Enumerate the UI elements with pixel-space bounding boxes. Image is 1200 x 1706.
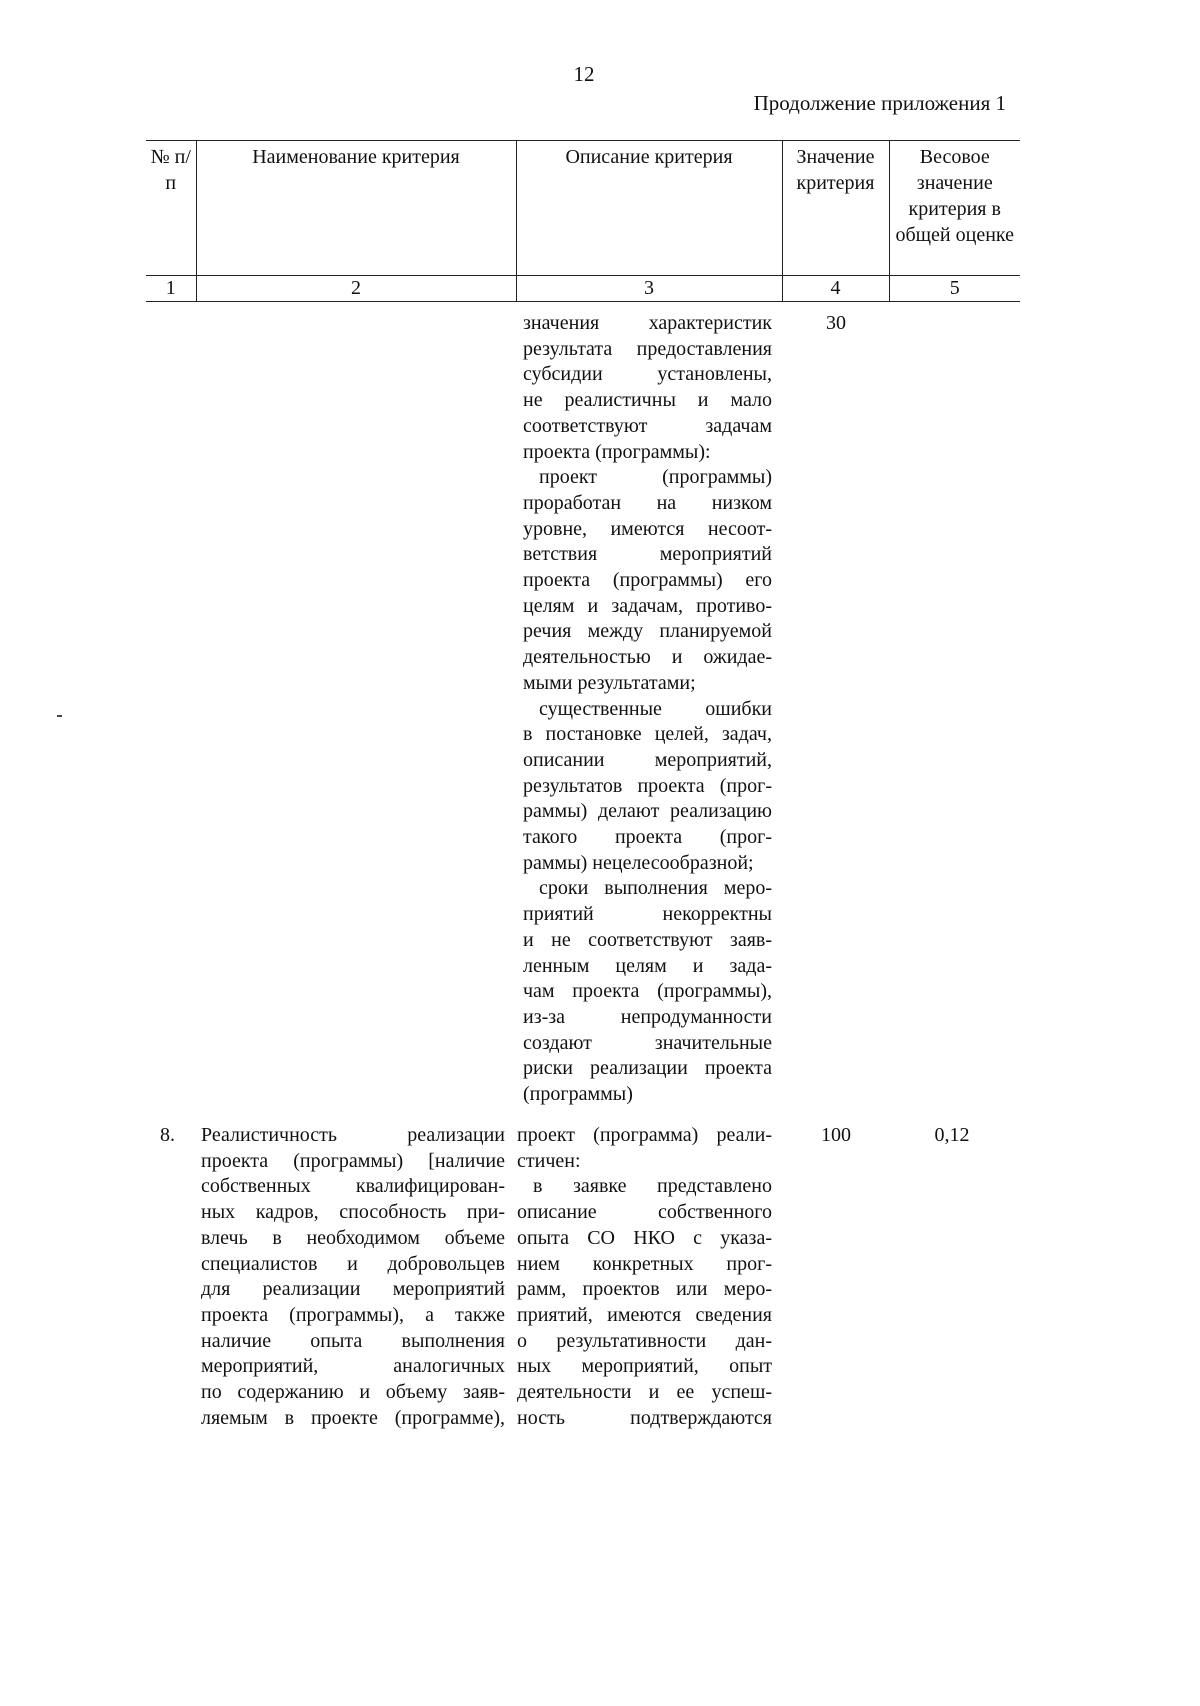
text-line: собственных квалифицирован- <box>201 1175 505 1198</box>
text-line: ных мероприятий, опыт <box>517 1355 772 1378</box>
text-line: уровне, имеются несоот- <box>523 517 772 540</box>
text-line: мероприятий, аналогичных <box>201 1355 505 1378</box>
col-number-2: 2 <box>196 276 516 302</box>
text-line: деятельностью и ожидае- <box>523 646 772 669</box>
text-line: (программы) <box>523 1083 633 1106</box>
row-8-description <box>517 1123 772 1431</box>
text-line: проработан на низком <box>523 491 772 514</box>
text-line: значения характеристик <box>523 312 772 334</box>
text-line: субсидии установлены, <box>523 363 772 386</box>
appendix-continuation-label: Продолжение приложения 1 <box>753 91 1006 115</box>
header-row <box>146 141 1020 276</box>
text-line: ность подтверждаются <box>517 1406 772 1429</box>
scan-mark <box>57 715 62 717</box>
text-line: описании мероприятий, <box>523 748 772 771</box>
text-line: существенные ошибки <box>539 697 772 720</box>
text-line: раммы) нецелесообразной; <box>523 851 754 874</box>
text-line: ветствия мероприятий <box>523 543 772 566</box>
text-line: приятий, имеются сведения <box>517 1303 772 1326</box>
text-line: в постановке целей, задач, <box>523 723 772 746</box>
text-line: мыми результатами; <box>523 671 696 694</box>
text-line: опыта СО НКО с указа- <box>517 1226 772 1249</box>
row-8-number: 8. <box>160 1124 175 1146</box>
text-line: риски реализации проекта <box>523 1057 772 1080</box>
text-line: проекта (программы) его <box>523 569 772 592</box>
row-8-criterion <box>201 1123 505 1431</box>
column-number-row <box>146 276 1020 302</box>
text-line: о результативности дан- <box>517 1329 772 1352</box>
text-line: для реализации мероприятий <box>201 1278 505 1301</box>
col-header-criterion-description: Описание критерия <box>516 141 782 276</box>
continued-value: 30 <box>826 312 846 334</box>
text-line: чам проекта (программы), <box>523 980 772 1003</box>
text-line: проекта (программы), а также <box>201 1303 505 1326</box>
col-number-4: 4 <box>782 276 889 302</box>
col-number-5: 5 <box>889 276 1020 302</box>
text-line: целям и задачам, противо- <box>523 594 772 617</box>
col-number-1: 1 <box>146 276 196 302</box>
row-8-value: 100 <box>821 1124 851 1146</box>
text-line: специалистов и добровольцев <box>201 1252 505 1275</box>
text-line: проект (программы) <box>539 466 772 489</box>
col-header-criterion-name: Наименование критерия <box>196 141 516 276</box>
text-line: создают значительные <box>523 1031 772 1054</box>
text-line: влечь в необходимом объеме <box>201 1226 505 1249</box>
criteria-table-header <box>146 140 1020 302</box>
text-line: результатов проекта (прог- <box>523 774 772 797</box>
text-line: в заявке представлено <box>533 1175 772 1198</box>
col-number-3: 3 <box>516 276 782 302</box>
page-number: 12 <box>573 62 595 86</box>
text-line: нием конкретных прог- <box>517 1252 772 1275</box>
col-header-number: № п/п <box>146 141 196 276</box>
text-line: проект (программа) реали- <box>517 1124 772 1146</box>
col-header-weight: Весовое значение критерия в общей оценке <box>889 141 1020 276</box>
col-header-criterion-value: Значение критерия <box>782 141 889 276</box>
text-line: раммы) делают реализацию <box>523 800 772 823</box>
text-line: такого проекта (прог- <box>523 826 772 849</box>
text-line: ленным целям и зада- <box>523 954 772 977</box>
text-line: сроки выполнения меро- <box>539 877 772 900</box>
text-line: соответствуют задачам <box>523 414 772 437</box>
text-line: из-за непродуманности <box>523 1005 772 1028</box>
text-line: проекта (программы): <box>523 440 711 463</box>
text-line: и не соответствуют заяв- <box>523 928 772 951</box>
text-line: наличие опыта выполнения <box>201 1329 505 1352</box>
row-8-weight: 0,12 <box>934 1124 970 1146</box>
text-line: ляемым в проекте (программе), <box>201 1406 505 1429</box>
text-line: результата предоставления <box>523 337 772 360</box>
text-line: приятий некорректны <box>523 903 772 926</box>
text-line: деятельности и ее успеш- <box>517 1381 772 1404</box>
text-line: речия между планируемой <box>523 620 772 643</box>
text-line: Реалистичность реализации <box>201 1124 505 1146</box>
continued-description <box>523 311 772 1108</box>
text-line: не реалистичны и мало <box>523 389 772 412</box>
text-line: по содержанию и объему заяв- <box>201 1381 505 1404</box>
text-line: проекта (программы) [наличие <box>201 1149 505 1172</box>
text-line: ных кадров, способность при- <box>201 1201 505 1224</box>
text-line: стичен: <box>517 1149 581 1172</box>
text-line: описание собственного <box>517 1201 772 1224</box>
text-line: рамм, проектов или меро- <box>517 1278 772 1301</box>
